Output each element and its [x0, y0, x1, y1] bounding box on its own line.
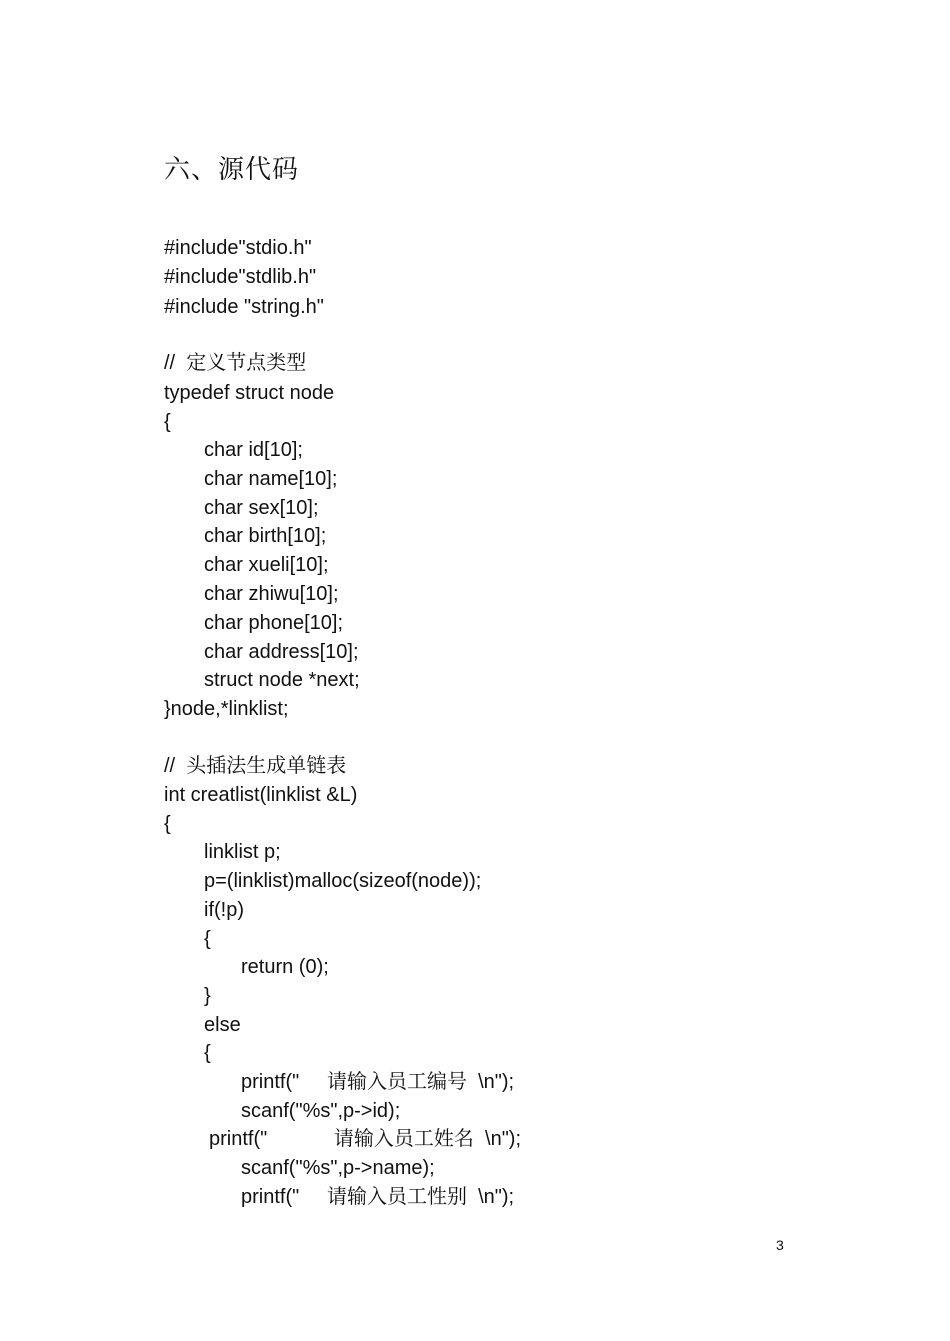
- code-line-if-close-brace: }: [204, 985, 211, 1007]
- code-line-field-name: char name[10];: [204, 468, 338, 490]
- code-line-function-signature: int creatlist(linklist &L): [164, 784, 358, 806]
- code-line-field-address: char address[10];: [204, 641, 359, 663]
- page-number: 3: [776, 1237, 784, 1253]
- code-comment-node-type: // 定义节点类型: [164, 352, 307, 374]
- code-line-field-next: struct node *next;: [204, 669, 360, 691]
- section-heading: 六、源代码: [164, 155, 300, 185]
- code-line-malloc: p=(linklist)malloc(sizeof(node));: [204, 870, 482, 892]
- code-line-field-birth: char birth[10];: [204, 525, 327, 547]
- code-line-print-id-prompt: printf(" 请输入员工编号 \n");: [241, 1071, 515, 1093]
- code-line-declare-p: linklist p;: [204, 841, 281, 863]
- code-line-field-zhiwu: char zhiwu[10];: [204, 583, 339, 605]
- code-line-scan-id: scanf("%s",p->id);: [241, 1100, 401, 1122]
- code-line-else-open-brace: {: [204, 1042, 211, 1064]
- code-line-open-brace: {: [164, 411, 171, 433]
- code-line-include-stdio: #include"stdio.h": [164, 237, 312, 259]
- code-line-else: else: [204, 1014, 241, 1036]
- code-line-scan-name: scanf("%s",p->name);: [241, 1157, 435, 1179]
- code-line-struct-end: }node,*linklist;: [164, 698, 289, 720]
- code-line-print-name-prompt: printf(" 请输入员工姓名 \n");: [209, 1128, 522, 1150]
- code-line-field-sex: char sex[10];: [204, 497, 319, 519]
- code-line-field-phone: char phone[10];: [204, 612, 343, 634]
- code-line-if-check: if(!p): [204, 899, 244, 921]
- code-line-typedef: typedef struct node: [164, 382, 335, 404]
- code-line-field-xueli: char xueli[10];: [204, 554, 329, 576]
- code-line-if-open-brace: {: [204, 928, 211, 950]
- code-comment-head-insert: // 头插法生成单链表: [164, 755, 347, 777]
- code-line-function-open-brace: {: [164, 813, 171, 835]
- code-line-field-id: char id[10];: [204, 439, 303, 461]
- code-line-print-sex-prompt: printf(" 请输入员工性别 \n");: [241, 1186, 515, 1208]
- code-line-include-string: #include "string.h": [164, 296, 324, 318]
- code-line-return-zero: return (0);: [241, 956, 329, 978]
- code-line-include-stdlib: #include"stdlib.h": [164, 266, 317, 288]
